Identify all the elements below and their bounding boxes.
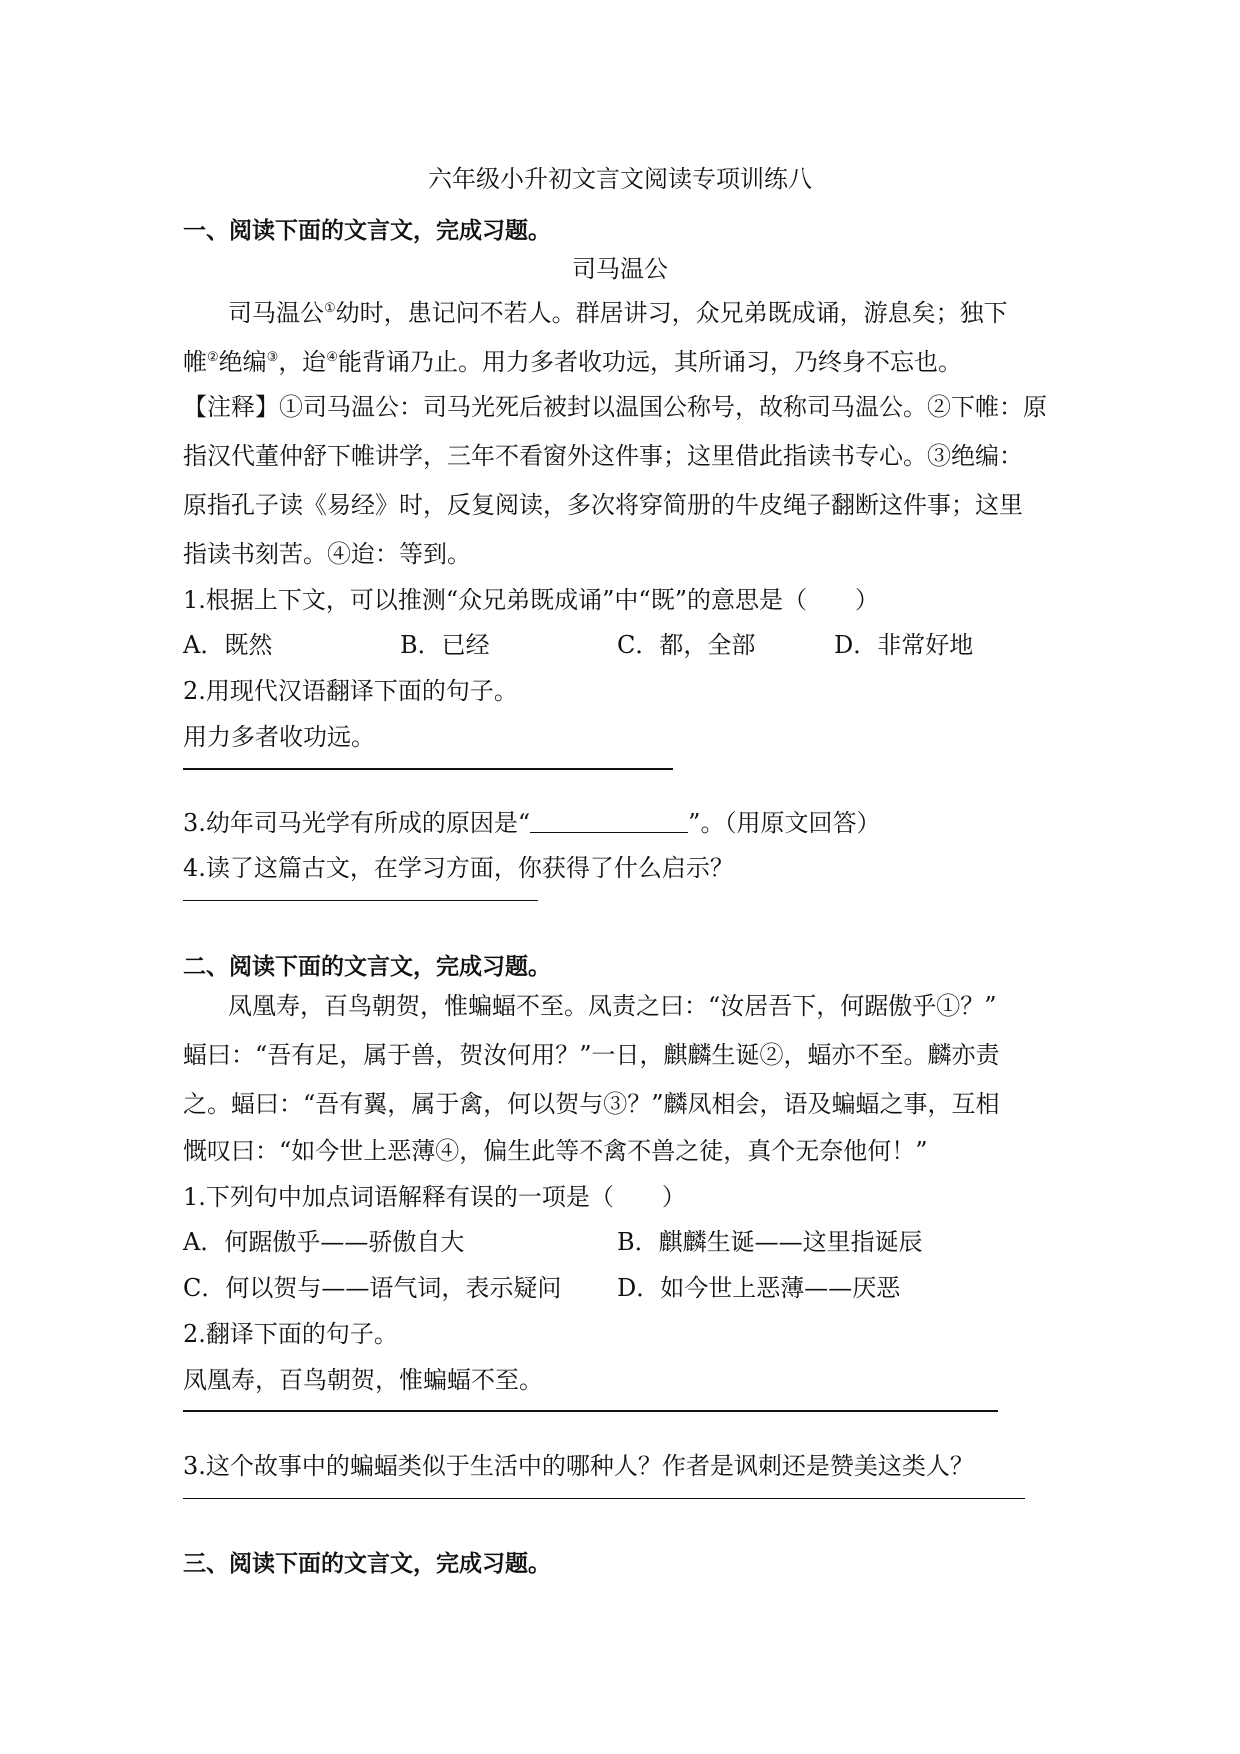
passage-2-line-3: 之。蝠曰：“吾有翼，属于禽，何以贺与③？”麟凤相会，语及蝙蝠之事，互相 (183, 1090, 1000, 1118)
s1-q4-answer-line[interactable] (183, 900, 538, 901)
passage-1-title: 司马温公 (572, 255, 668, 283)
s1-question-1: 1.根据上下文，可以推测“众兄弟既成诵”中“既”的意思是（ ） (183, 586, 879, 614)
s2-q1-option-b: B．麒麟生诞——这里指诞辰 (617, 1228, 923, 1256)
notes-line-4: 指读书刻苦。④迨：等到。 (183, 540, 471, 568)
s1-q2-answer-line[interactable] (183, 768, 673, 770)
notes-line-3: 原指孔子读《易经》时，反复阅读，多次将穿简册的牛皮绳子翻断这件事；这里 (183, 491, 1023, 519)
s2-q1-option-c: C．何以贺与——语气词，表示疑问 (183, 1274, 562, 1302)
s1-question-2: 2.用现代汉语翻译下面的句子。 (183, 677, 518, 705)
passage-1-line-2: 帷②绝编③，迨④能背诵乃止。用力多者收功远，其所诵习，乃终身不忘也。 (183, 348, 962, 376)
s2-question-2: 2.翻译下面的句子。 (183, 1320, 398, 1348)
s1-q1-option-d: D．非常好地 (834, 631, 974, 659)
passage-1-line-1: 司马温公①幼时，患记问不若人。群居讲习，众兄弟既成诵，游息矣；独下 (228, 299, 1008, 327)
s2-question-1: 1.下列句中加点词语解释有误的一项是（ ） (183, 1183, 686, 1211)
section-3-heading: 三、阅读下面的文言文，完成习题。 (183, 1551, 551, 1577)
s2-q3-answer-line[interactable] (183, 1498, 1025, 1499)
s2-q1-option-d: D．如今世上恶薄——厌恶 (617, 1274, 901, 1302)
s1-q1-option-b: B．已经 (400, 631, 490, 659)
s2-q1-option-a: A．何踞傲乎——骄傲自大 (183, 1228, 465, 1256)
s2-question-3: 3.这个故事中的蝙蝠类似于生活中的哪种人？作者是讽刺还是赞美这类人？ (183, 1452, 974, 1480)
section-2-heading: 二、阅读下面的文言文，完成习题。 (183, 954, 551, 980)
s2-q2-sentence: 凤凰寿，百鸟朝贺，惟蝙蝠不至。 (183, 1366, 543, 1394)
passage-2-line-4: 慨叹曰：“如今世上恶薄④，偏生此等不禽不兽之徒，真个无奈他何！” (183, 1137, 928, 1165)
passage-2-line-1: 凤凰寿，百鸟朝贺，惟蝙蝠不至。凤责之曰：“汝居吾下，何踞傲乎①？” (228, 992, 997, 1020)
section-1-heading: 一、阅读下面的文言文，完成习题。 (183, 218, 551, 244)
notes-line-1: 【注释】①司马温公：司马光死后被封以温国公称号，故称司马温公。②下帷：原 (183, 393, 1047, 421)
notes-line-2: 指汉代董仲舒下帷讲学，三年不看窗外这件事；这里借此指读书专心。③绝编： (183, 442, 1023, 470)
s1-question-3: 3.幼年司马光学有所成的原因是“ ”。（用原文回答） (183, 809, 881, 837)
s1-q1-option-c: C．都，全部 (617, 631, 756, 659)
s1-q1-option-a: A．既然 (183, 631, 273, 659)
s1-q3-blank[interactable] (530, 810, 688, 833)
passage-2-line-2: 蝠曰：“吾有足，属于兽，贺汝何用？”一日，麒麟生诞②，蝠亦不至。麟亦责 (183, 1041, 1000, 1069)
s2-q2-answer-line[interactable] (183, 1410, 998, 1412)
s1-q2-sentence: 用力多者收功远。 (183, 723, 375, 751)
document-title: 六年级小升初文言文阅读专项训练八 (428, 165, 812, 193)
s1-question-4: 4.读了这篇古文，在学习方面，你获得了什么启示？ (183, 854, 734, 882)
